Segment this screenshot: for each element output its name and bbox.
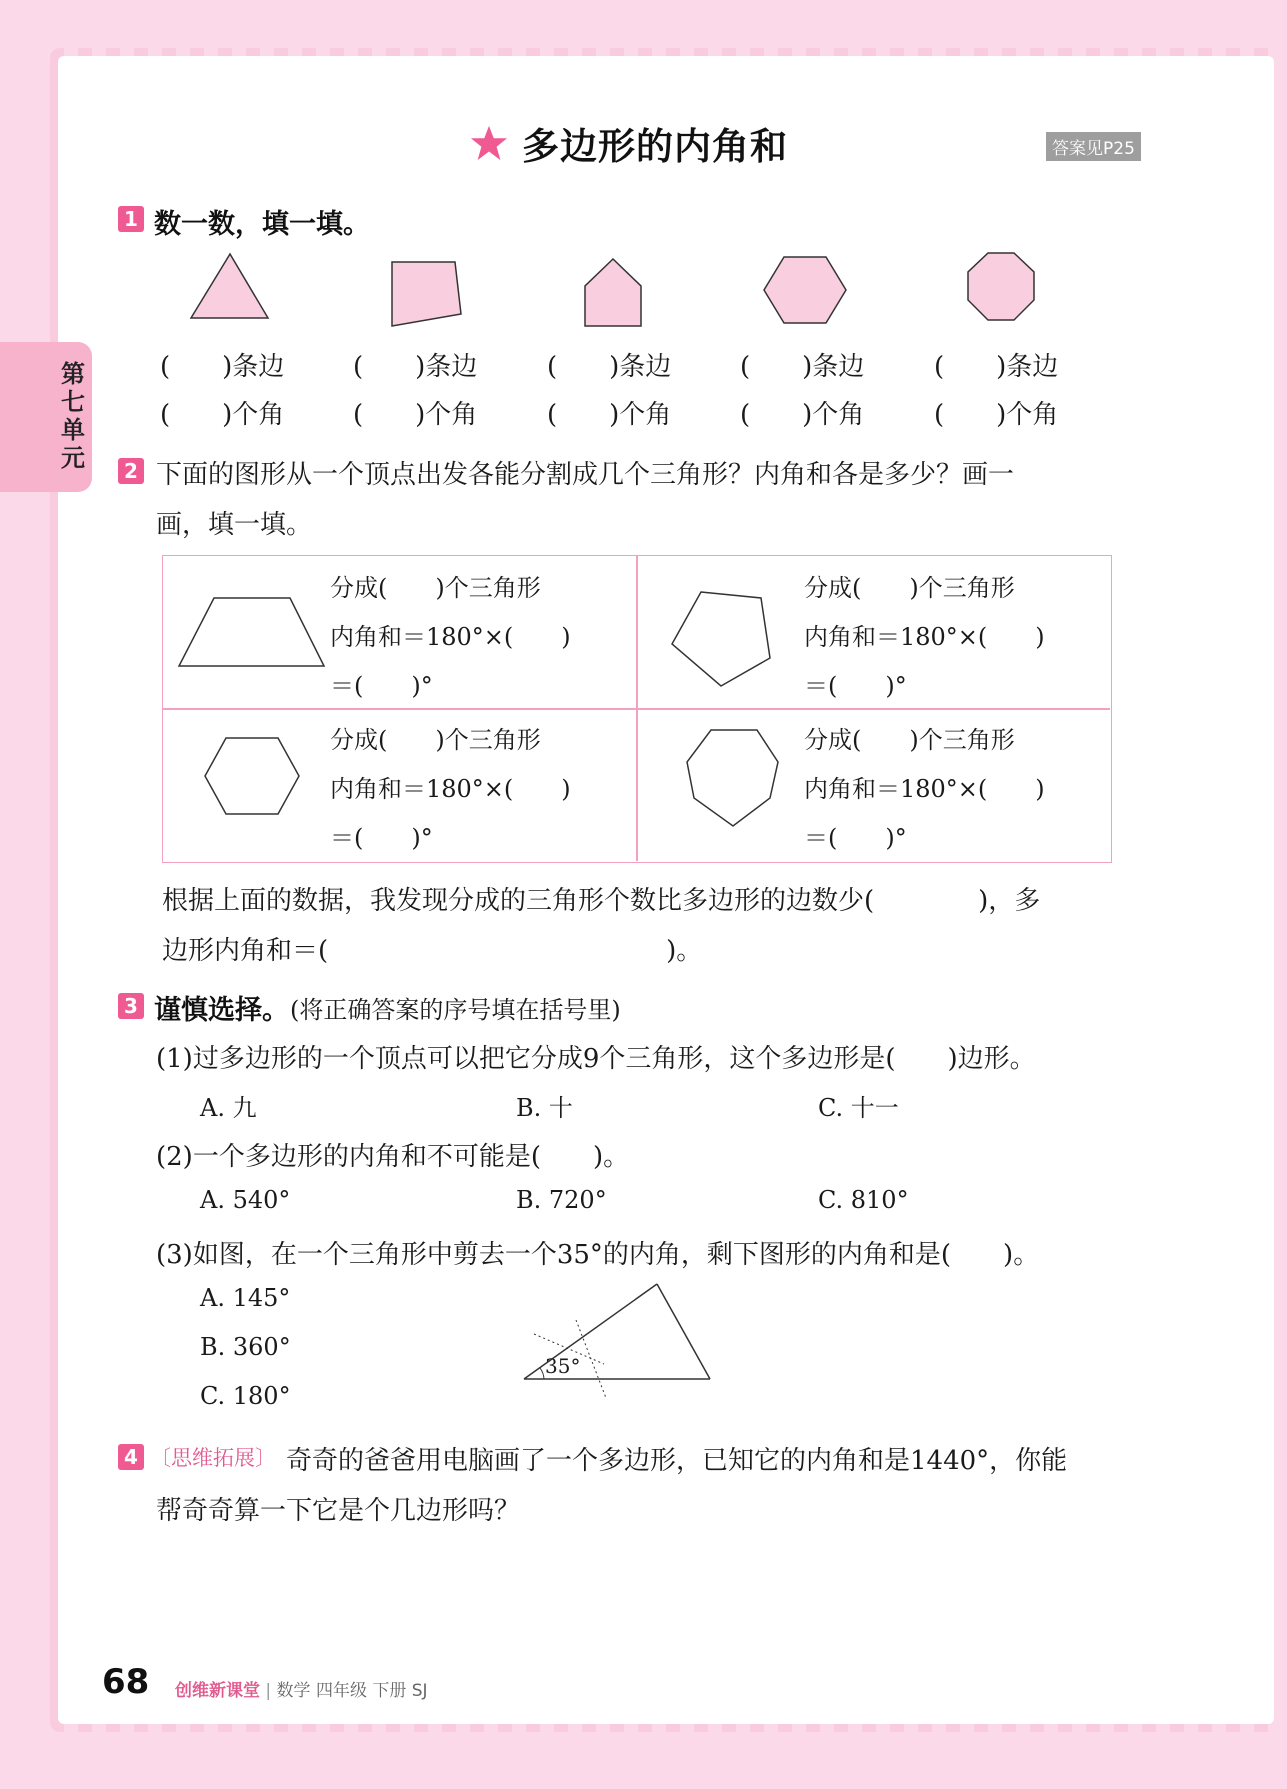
question-3-number: 3	[118, 993, 144, 1019]
question-3-1-option-c[interactable]: C. 十一	[818, 1094, 899, 1122]
hexagon-outline-shape	[202, 734, 302, 818]
cell-1-triangle-count[interactable]: 分成( )个三角形	[330, 574, 541, 602]
question-3-2-option-b[interactable]: B. 720°	[516, 1186, 607, 1214]
octagon-shape	[964, 250, 1038, 324]
thinking-extension-tag: 〔思维拓展〕	[150, 1446, 276, 1470]
angle-count-blank-1[interactable]: ( )个角	[160, 400, 285, 430]
trapezoid-shape	[176, 594, 328, 670]
question-3-1-option-a[interactable]: A. 九	[200, 1094, 257, 1122]
angle-count-blank-3[interactable]: ( )个角	[547, 400, 672, 430]
cell-4-triangle-count[interactable]: 分成( )个三角形	[804, 726, 1015, 754]
edge-count-blank-2[interactable]: ( )条边	[353, 352, 478, 382]
cut-triangle-figure	[514, 1276, 720, 1402]
edge-count-blank-5[interactable]: ( )条边	[934, 352, 1059, 382]
question-3-2-stem[interactable]: (2)一个多边形的内角和不可能是( )。	[156, 1142, 630, 1172]
question-1-number: 1	[118, 206, 144, 232]
edge-count-blank-4[interactable]: ( )条边	[740, 352, 865, 382]
cell-2-angle-sum[interactable]: 内角和＝180°×( )	[804, 623, 1045, 651]
question-1-prompt: 数一数，填一填。	[154, 209, 370, 240]
star-icon	[470, 124, 508, 162]
question-2-number: 2	[118, 458, 144, 484]
pentagon-outline-shape	[668, 588, 772, 690]
quadrilateral-shape	[388, 258, 464, 330]
question-4-line2: 帮奇奇算一下它是个几边形吗？	[156, 1496, 521, 1526]
unit-side-tab-label: 第七单元	[61, 360, 85, 472]
question-4-number: 4	[118, 1444, 144, 1470]
pentagon-shape	[582, 256, 644, 328]
question-3-3-option-a[interactable]: A. 145°	[200, 1284, 291, 1312]
question-3-3-option-b[interactable]: B. 360°	[200, 1333, 291, 1361]
hexagon-shape	[762, 254, 848, 326]
question-3-3-option-c[interactable]: C. 180°	[200, 1382, 291, 1410]
triangle-shape	[188, 250, 270, 322]
angle-count-blank-4[interactable]: ( )个角	[740, 400, 865, 430]
edge-count-blank-1[interactable]: ( )条边	[160, 352, 285, 382]
cell-3-result[interactable]: ＝( )°	[330, 824, 433, 852]
figure-angle-label: 35°	[545, 1354, 581, 1378]
cell-4-result[interactable]: ＝( )°	[804, 824, 907, 852]
page-number: 68	[102, 1662, 150, 1702]
cell-4-angle-sum[interactable]: 内角和＝180°×( )	[804, 775, 1045, 803]
question-3-prompt: 谨慎选择。	[154, 995, 289, 1026]
cell-2-result[interactable]: ＝( )°	[804, 672, 907, 700]
question-3-2-option-a[interactable]: A. 540°	[200, 1186, 291, 1214]
question-3-2-option-c[interactable]: C. 810°	[818, 1186, 909, 1214]
question-3-note: (将正确答案的序号填在括号里)	[290, 996, 621, 1024]
cell-3-triangle-count[interactable]: 分成( )个三角形	[330, 726, 541, 754]
question-2-prompt-line2: 画，填一填。	[156, 510, 313, 540]
question-2-conclusion-line1[interactable]: 根据上面的数据，我发现分成的三角形个数比多边形的边数少( )，多	[162, 886, 1041, 916]
cell-3-angle-sum[interactable]: 内角和＝180°×( )	[330, 775, 571, 803]
footer-info: 创维新课堂 | 数学 四年级 下册 SJ	[175, 1681, 428, 1701]
cell-2-triangle-count[interactable]: 分成( )个三角形	[804, 574, 1015, 602]
page-title: 多边形的内角和	[522, 125, 788, 168]
question-3-1-stem[interactable]: (1)过多边形的一个顶点可以把它分成9个三角形，这个多边形是( )边形。	[156, 1044, 1036, 1074]
question-2-conclusion-line2[interactable]: 边形内角和＝( )。	[162, 936, 703, 966]
angle-count-blank-2[interactable]: ( )个角	[353, 400, 478, 430]
question-4-line1: 奇奇的爸爸用电脑画了一个多边形，已知它的内角和是1440°，你能	[286, 1446, 1068, 1476]
footer-brand: 创维新课堂	[175, 1681, 260, 1701]
footer-details: 数学 四年级 下册 SJ	[276, 1681, 428, 1701]
angle-count-blank-5[interactable]: ( )个角	[934, 400, 1059, 430]
question-2-prompt-line1: 下面的图形从一个顶点出发各能分割成几个三角形？内角和各是多少？画一	[156, 460, 1015, 490]
question-3-1-option-b[interactable]: B. 十	[516, 1094, 573, 1122]
answer-reference: 答案见P25	[1046, 132, 1141, 161]
heptagon-outline-shape	[684, 726, 782, 830]
cell-1-angle-sum[interactable]: 内角和＝180°×( )	[330, 623, 571, 651]
question-3-3-stem[interactable]: (3)如图，在一个三角形中剪去一个35°的内角，剩下图形的内角和是( )。	[156, 1240, 1040, 1270]
table-divider-horizontal	[162, 708, 1110, 710]
cell-1-result[interactable]: ＝( )°	[330, 672, 433, 700]
edge-count-blank-3[interactable]: ( )条边	[547, 352, 672, 382]
